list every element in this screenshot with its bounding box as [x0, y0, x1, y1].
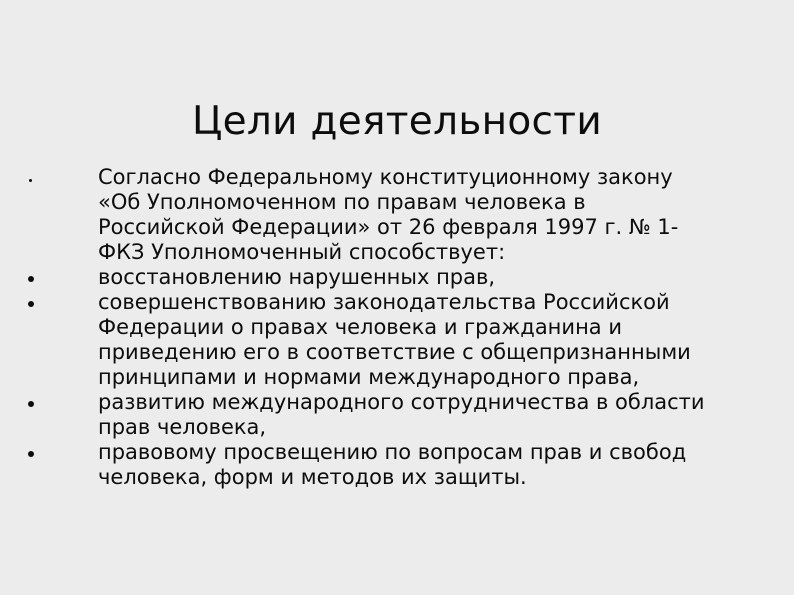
bullet-text-line: ФКЗ Уполномоченный способствует:: [98, 240, 506, 264]
bullet-text-line: правовому просвещению по вопросам прав и свобод: [98, 440, 687, 464]
bullet-item-legislation: [98, 290, 738, 390]
bullet-text-line: восстановлению нарушенных прав,: [98, 265, 496, 289]
bullet-text-line: Федерации о правах человека и гражданина и: [98, 315, 622, 339]
bullet-list: [98, 165, 738, 490]
bullet-text-line: совершенствованию законодательства Российской: [98, 290, 670, 314]
slide-title: Цели деятельности: [192, 99, 602, 145]
bullet-text-line: принципами и нормами международного права,: [98, 365, 640, 389]
bullet-item-cooperation: [98, 390, 738, 440]
bullet-dot-icon: [28, 401, 34, 407]
bullet-text-line: приведению его в соответствие с общепризнанными: [98, 340, 691, 364]
bullet-text-line: прав человека,: [98, 415, 267, 439]
bullet-text-line: Российской Федерации» от 26 февраля 1997 г. № 1-: [98, 215, 679, 239]
bullet-dot-icon: [29, 179, 32, 182]
bullet-dot-icon: [28, 451, 34, 457]
bullet-item-restoration: [98, 265, 738, 290]
bullet-text-line: развитию международного сотрудничества в области: [98, 390, 705, 414]
bullet-text-line: человека, форм и методов их защиты.: [98, 465, 527, 489]
bullet-dot-icon: [28, 276, 34, 282]
bullet-text-line: «Об Уполномоченном по правам человека в: [98, 190, 586, 214]
bullet-item-intro: [98, 165, 738, 265]
bullet-text-line: Согласно Федеральному конституционному закону: [98, 165, 673, 189]
bullet-item-education: [98, 440, 738, 490]
bullet-dot-icon: [28, 301, 34, 307]
